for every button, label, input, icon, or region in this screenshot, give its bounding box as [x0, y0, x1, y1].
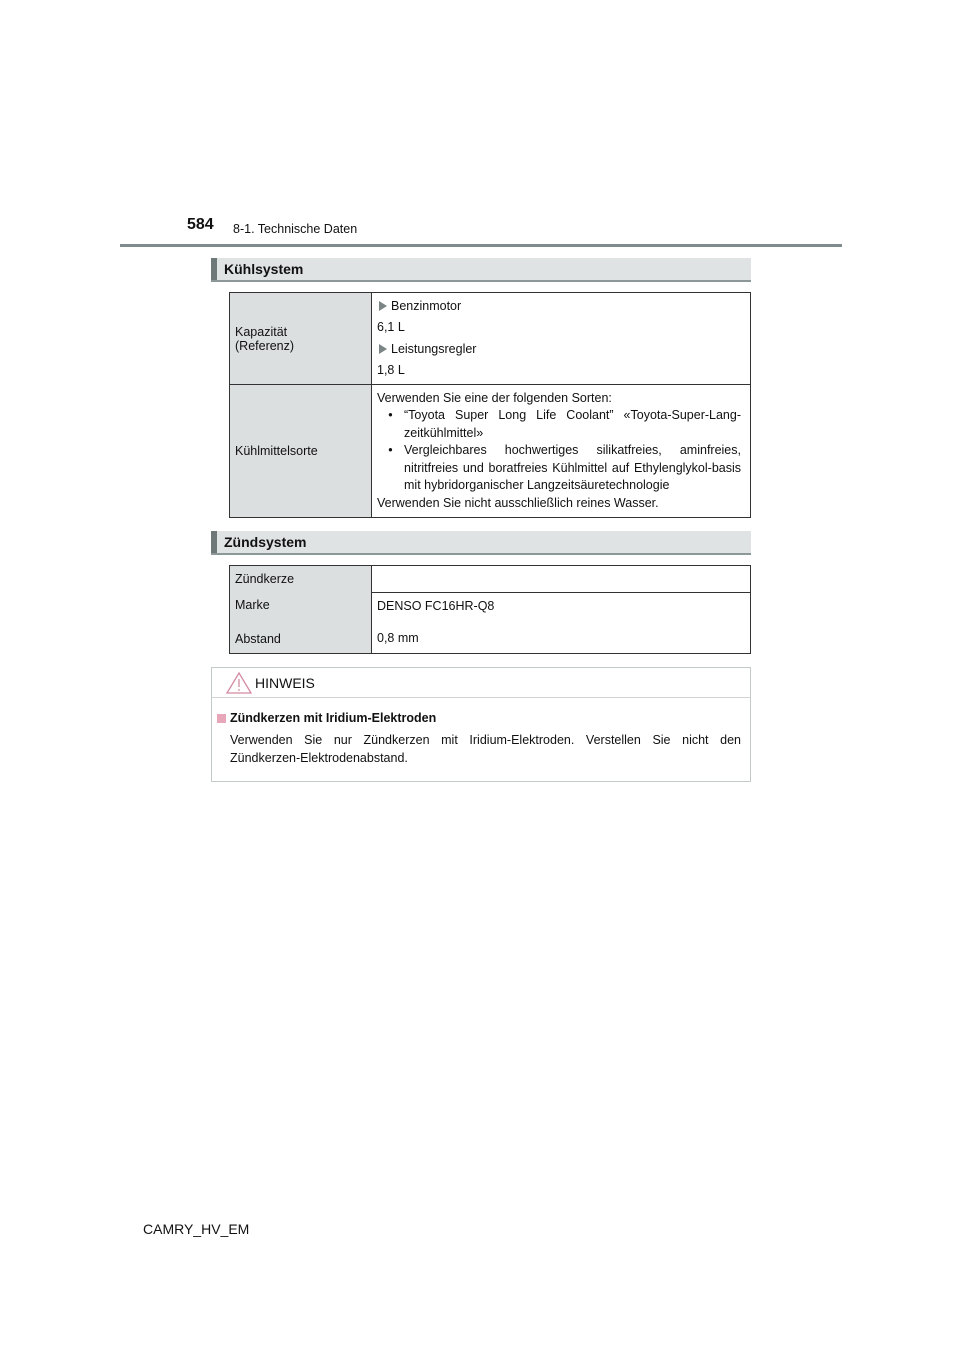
power-control-line	[377, 341, 741, 359]
model-code: CAMRY_HV_EM	[143, 1221, 250, 1237]
ignition-table	[229, 565, 751, 654]
capacity-value	[372, 293, 751, 385]
arrow-right-icon	[379, 301, 387, 311]
table-row	[230, 293, 751, 385]
cooling-table	[229, 292, 751, 518]
capacity-label: Kapazität (Referenz)	[230, 293, 372, 385]
spark-plug-label: Zündkerze	[230, 566, 372, 593]
notice-body: Verwenden Sie nur Zündkerzen mit Iridium-Elektroden. Verstellen Sie nicht den Zündkerzen-Elektrodenabstand.	[230, 733, 741, 765]
section-title: 8-1. Technische Daten	[233, 222, 358, 236]
gap-value: 0,8 mm	[372, 625, 751, 654]
bullet: •	[388, 443, 393, 458]
table-row	[230, 625, 751, 654]
header-rule	[120, 244, 842, 247]
table-row	[230, 566, 751, 593]
table-row	[230, 593, 751, 625]
coolant-label: Kühlmittelsorte	[230, 385, 372, 518]
gap-label: Abstand	[230, 625, 372, 654]
power-control-value: 1,8 L	[377, 363, 405, 377]
warning-triangle-icon	[226, 672, 252, 694]
section-marker	[211, 258, 217, 280]
notice-header	[212, 668, 750, 698]
notice-title: HINWEIS	[255, 675, 315, 691]
table-row	[230, 385, 751, 518]
notice-subsection-title: Zündkerzen mit Iridium-Elektroden	[230, 711, 437, 725]
ignition-section-title: Zündsystem	[224, 534, 307, 550]
coolant-outro: Verwenden Sie nicht ausschließlich reines Wasser.	[377, 495, 659, 510]
coolant-option-1: “Toyota Super Long Life Coolant” «Toyota-Super-Lang-zeitkühlmittel»	[404, 408, 741, 440]
arrow-right-icon	[379, 344, 387, 354]
page-number: 584	[187, 216, 214, 233]
cooling-section-title: Kühlsystem	[224, 261, 304, 277]
bullet: •	[388, 408, 393, 423]
list-item	[377, 442, 741, 495]
list-item	[377, 407, 741, 442]
square-bullet-icon	[217, 714, 226, 723]
coolant-option-2: Vergleichbares hochwertiges silikatfreies, aminfreies, nitritfreies und boratfreies Kühlmittel auf Ethylenglykol-basis mit hybridorganischer Langzeitsäuretechnologie	[404, 443, 741, 493]
make-label: Marke	[230, 593, 372, 625]
section-marker	[211, 531, 217, 553]
coolant-intro: Verwenden Sie eine der folgenden Sorten:	[377, 390, 612, 405]
power-control-label: Leistungsregler	[391, 341, 477, 356]
gas-engine-line	[377, 298, 741, 316]
make-value: DENSO FC16HR-Q8	[372, 593, 751, 625]
gas-engine-value: 6,1 L	[377, 320, 405, 334]
coolant-value	[372, 385, 751, 518]
notice-box	[211, 667, 751, 782]
ignition-section-header	[211, 531, 751, 555]
cooling-section-header	[211, 258, 751, 282]
gas-engine-label: Benzinmotor	[391, 298, 462, 313]
